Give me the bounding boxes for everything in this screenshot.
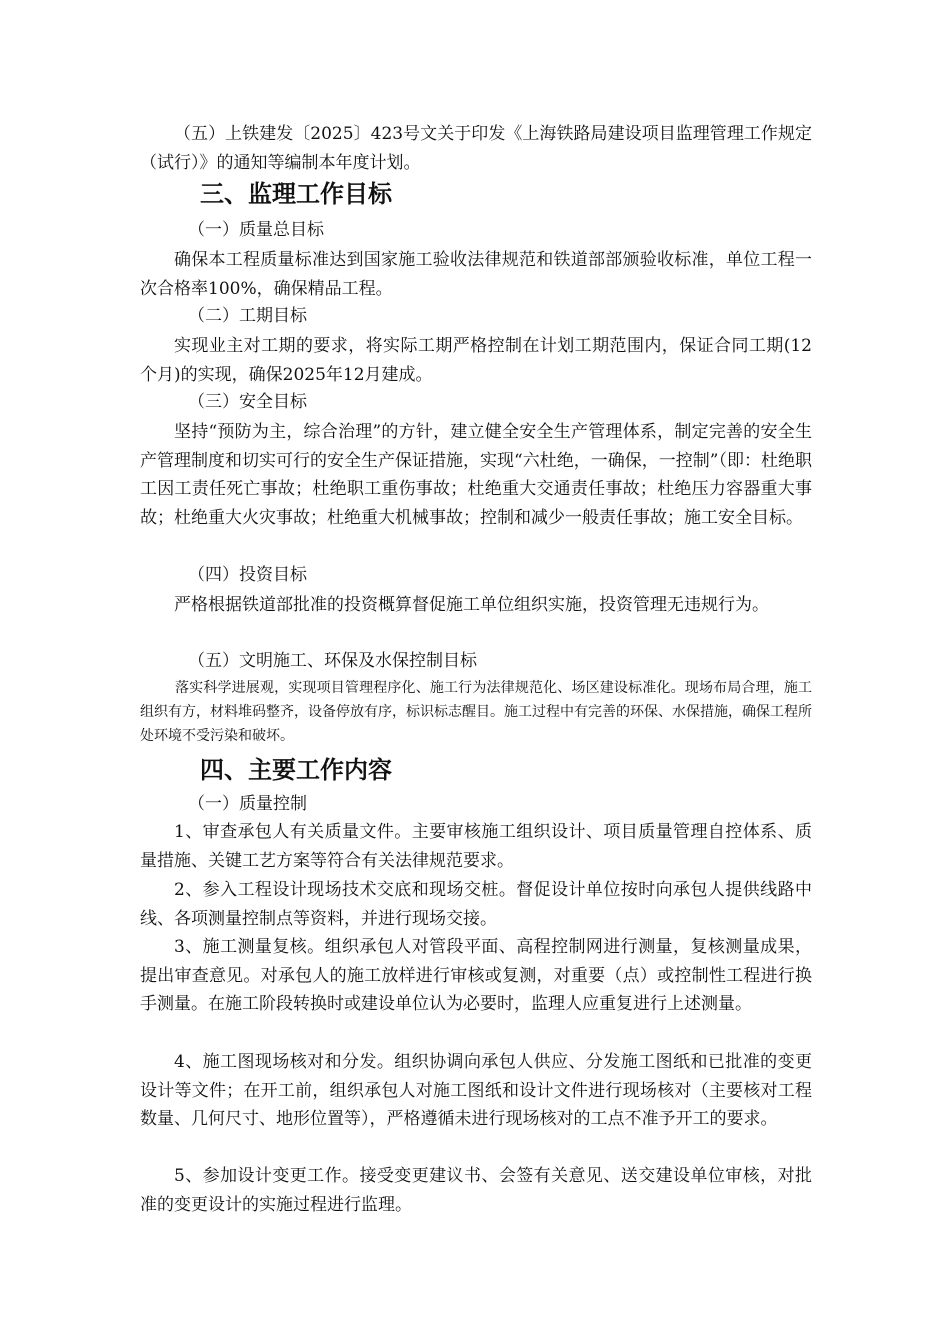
invest-goal-heading: （四）投资目标 (188, 565, 307, 585)
invest-goal-head-block (140, 561, 812, 589)
quality-goal-body-block (140, 246, 812, 303)
civil-goal-body-block (140, 676, 812, 748)
civil-goal-text: 落实科学进展观，实现项目管理程序化、施工行为法律规范化、场区建设标准化。现场布局合理，施工组织有方，材料堆码整齐，设备停放有序，标识标志醒目。施工过程中有完善的环保、水保措施，确保工程所处环境不受污染和破坏。 (140, 680, 812, 744)
section4-heading: 四、主要工作内容 (200, 756, 392, 784)
schedule-goal-text: 实现业主对工期的要求，将实际工期严格控制在计划工期范围内，保证合同工期(12个月)的实现，确保2025年12月建成。 (140, 336, 812, 385)
safety-goal-body-block (140, 418, 812, 532)
civil-goal-head-block (140, 647, 812, 675)
work-item-2 (140, 876, 812, 933)
quality-control-head-block (140, 790, 812, 818)
schedule-goal-head-block (140, 302, 812, 330)
work-item-1 (140, 818, 812, 875)
work-item-3 (140, 933, 812, 1019)
work-item-4 (140, 1048, 812, 1134)
work-item-1-text: 1、审查承包人有关质量文件。主要审核施工组织设计、项目质量管理自控体系、质量措施、关键工艺方案等符合有关法律规范要求。 (140, 822, 812, 871)
quality-goal-heading: （一）质量总目标 (188, 220, 324, 240)
quality-control-heading: （一）质量控制 (188, 794, 307, 814)
schedule-goal-body-block (140, 332, 812, 389)
invest-goal-body-block (140, 591, 812, 620)
safety-goal-heading: （三）安全目标 (188, 392, 307, 412)
section3-title-block (140, 176, 812, 212)
work-item-2-text: 2、参入工程设计现场技术交底和现场交桩。督促设计单位按时向承包人提供线路中线、各项测量控制点等资料，并进行现场交接。 (140, 880, 812, 929)
work-item-5 (140, 1162, 812, 1219)
work-item-5-text: 5、参加设计变更工作。接受变更建议书、会签有关意见、送交建设单位审核，对批准的变更设计的实施过程进行监理。 (140, 1166, 812, 1215)
safety-goal-text: 坚持“预防为主，综合治理”的方针，建立健全安全生产管理体系，制定完善的安全生产管理制度和切实可行的安全生产保证措施，实现“六杜绝，一确保，一控制”（即：杜绝职工因工责任死亡事故；杜绝职工重伤事故；杜绝重大交通责任事故；杜绝压力容器重大事故；杜绝重大火灾事故；杜绝重大机械事故；控制和减少一般责任事故；施工安全目标。 (140, 422, 812, 528)
invest-goal-text: 严格根据铁道部批准的投资概算督促施工单位组织实施，投资管理无违规行为。 (174, 595, 769, 615)
schedule-goal-heading: （二）工期目标 (188, 306, 307, 326)
quality-goal-text: 确保本工程质量标准达到国家施工验收法律规范和铁道部部颁验收标准，单位工程一次合格率100%，确保精品工程。 (140, 250, 812, 299)
work-item-3-text: 3、施工测量复核。组织承包人对管段平面、高程控制网进行测量，复核测量成果，提出审查意见。对承包人的施工放样进行审核或复测，对重要（点）或控制性工程进行换手测量。在施工阶段转换时或建设单位认为必要时，监理人应重复进行上述测量。 (140, 937, 812, 1014)
safety-goal-head-block (140, 388, 812, 416)
work-item-4-text: 4、施工图现场核对和分发。组织协调向承包人供应、分发施工图纸和已批准的变更设计等文件；在开工前，组织承包人对施工图纸和设计文件进行现场核对（主要核对工程数量、几何尺寸、地形位置等），严格遵循未进行现场核对的工点不准予开工的要求。 (140, 1052, 812, 1129)
civil-goal-heading: （五）文明施工、环保及水保控制目标 (188, 651, 477, 671)
intro-paragraph (140, 120, 812, 177)
section4-title-block (140, 752, 812, 788)
section3-heading: 三、监理工作目标 (200, 180, 392, 208)
quality-goal-head-block (140, 216, 812, 244)
intro-text: （五）上铁建发〔2025〕423号文关于印发《上海铁路局建设项目监理管理工作规定（试行）》的通知等编制本年度计划。 (140, 124, 812, 173)
